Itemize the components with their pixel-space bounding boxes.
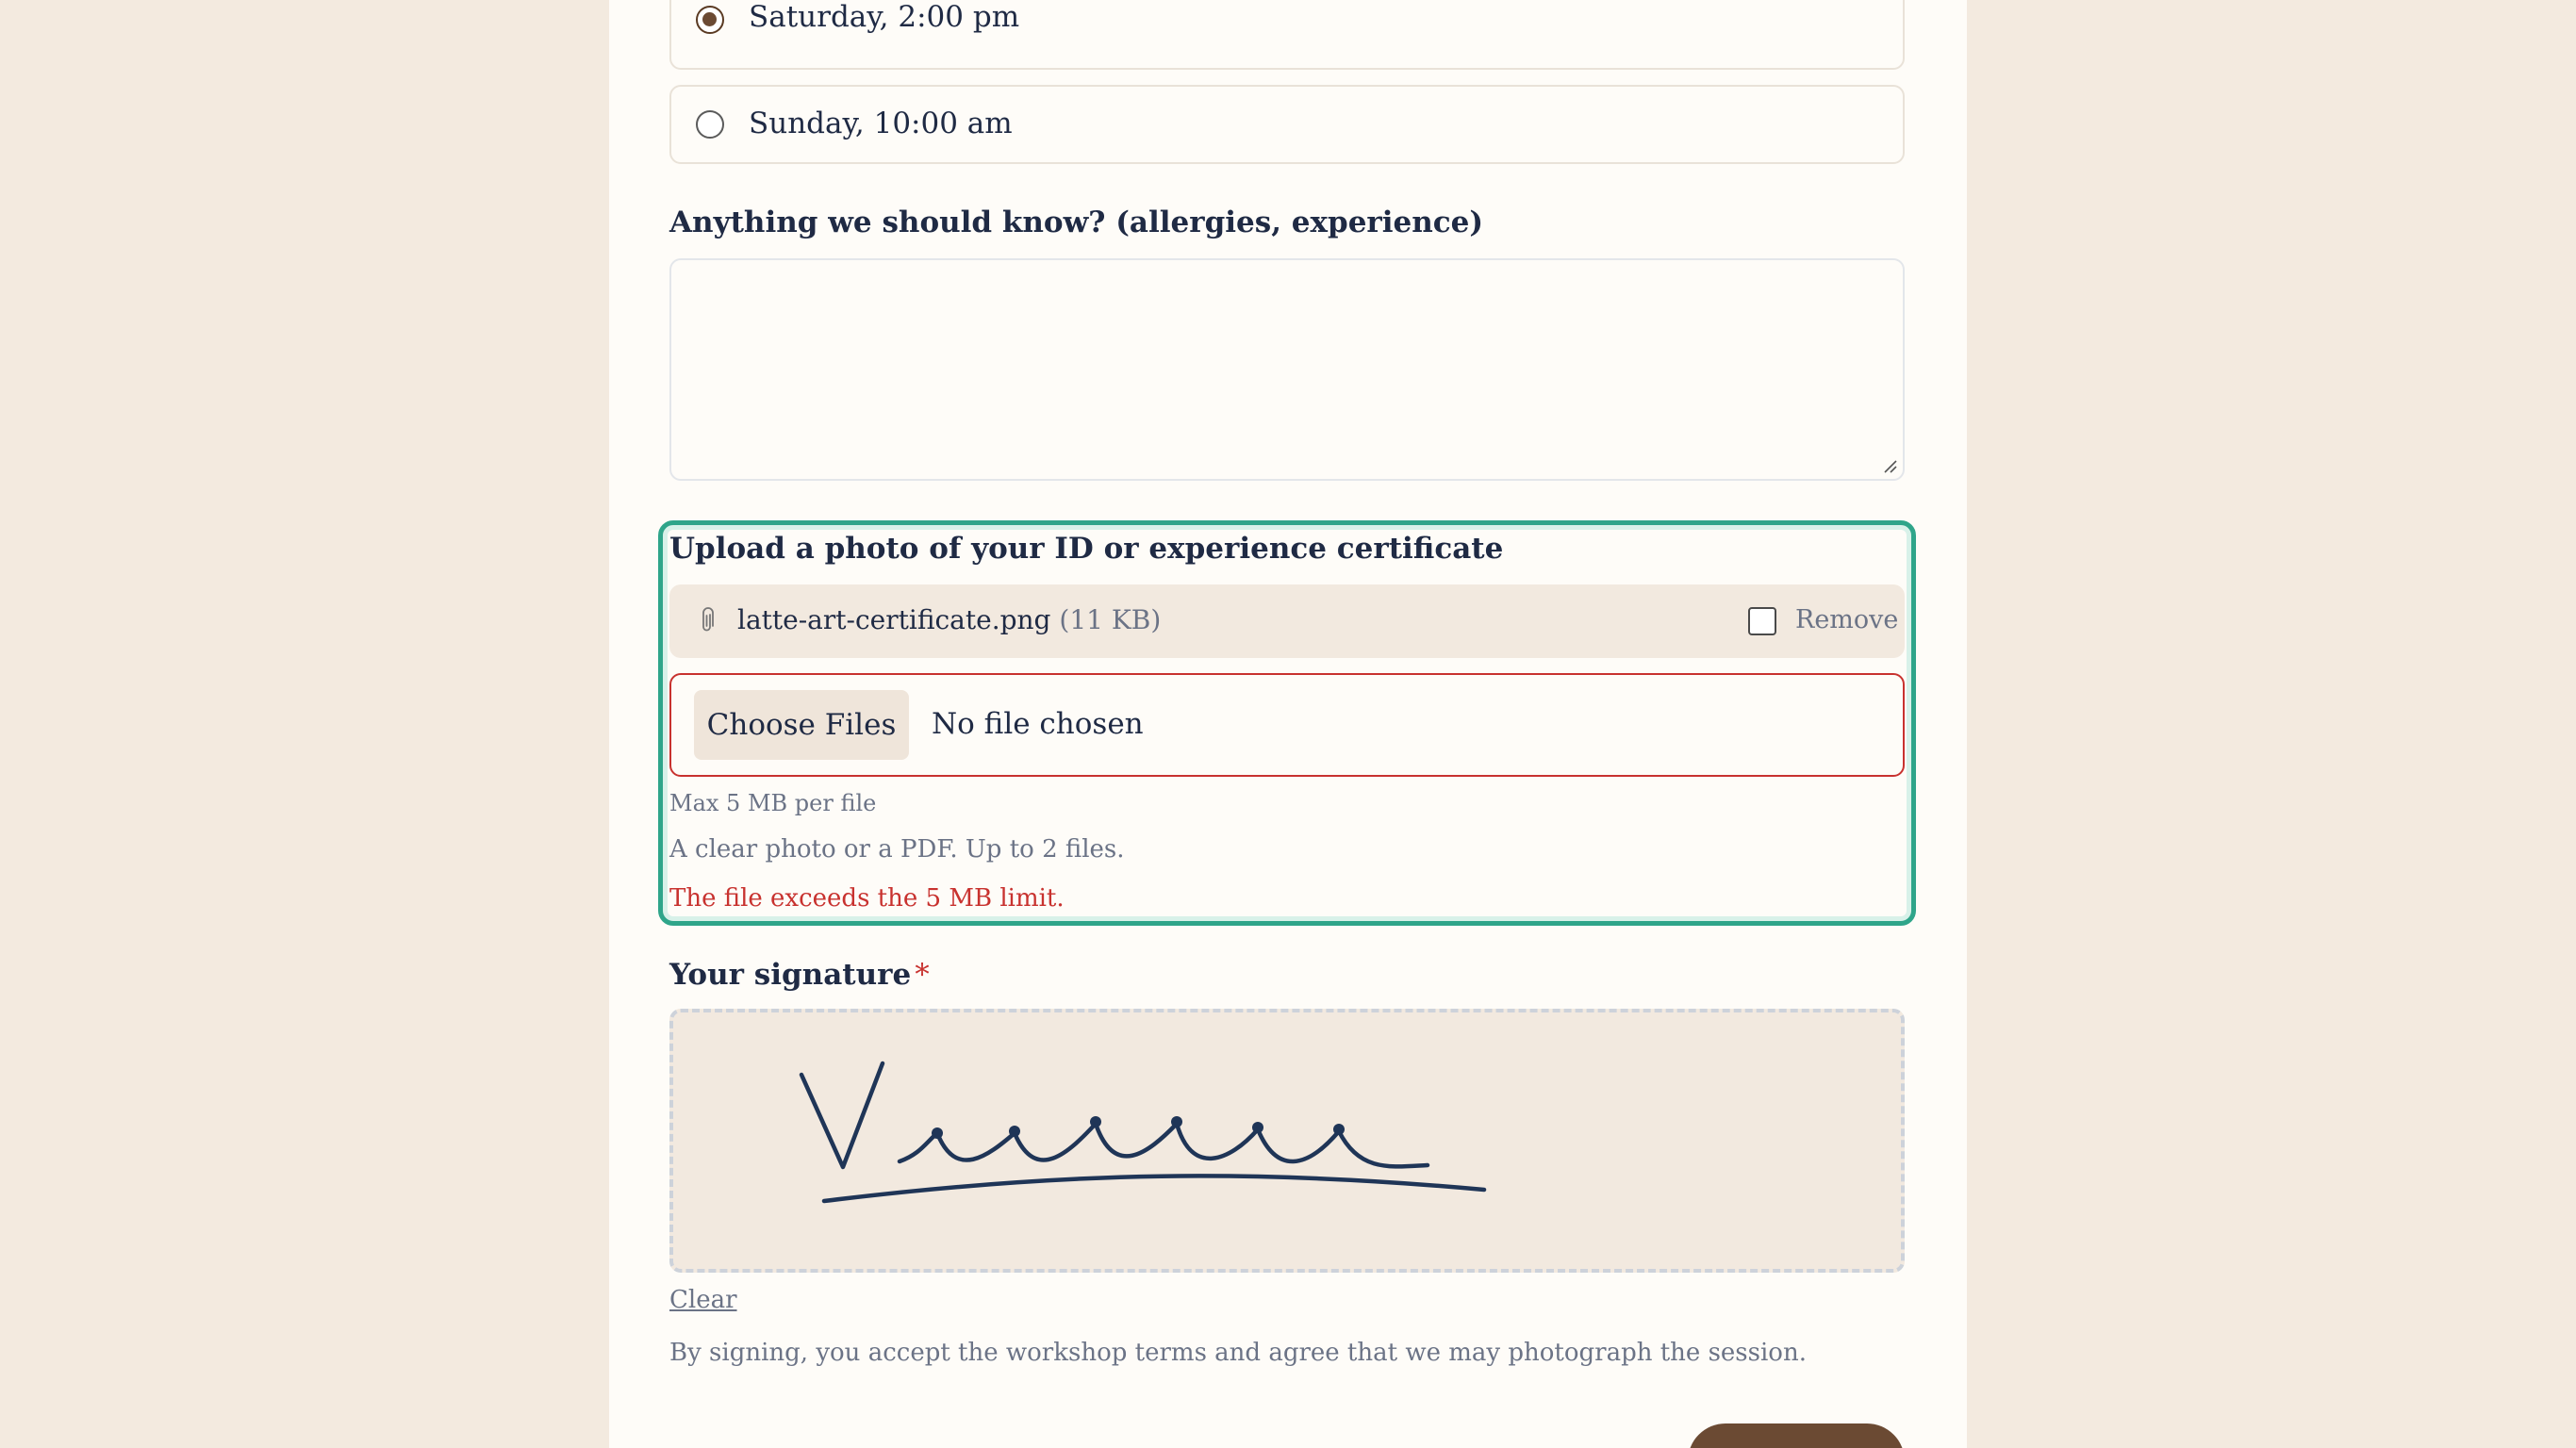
uploaded-file-row	[669, 584, 1905, 658]
signature-label-text: Your signature	[669, 958, 912, 992]
file-size: (11 KB)	[1059, 604, 1162, 635]
clear-signature-link[interactable]: Clear	[669, 1286, 737, 1314]
signature-drawing	[673, 1012, 1901, 1269]
file-input[interactable]	[669, 673, 1905, 777]
radio-button-selected[interactable]	[696, 6, 724, 34]
radio-option-sunday[interactable]	[669, 85, 1905, 164]
upload-label: Upload a photo of your ID or experience certificate	[669, 532, 1504, 566]
signature-terms-text: By signing, you accept the workshop terms and agree that we may photograph the session.	[669, 1339, 1807, 1367]
required-asterisk: *	[915, 958, 930, 992]
upload-hint: A clear photo or a PDF. Up to 2 files.	[669, 835, 1125, 864]
file-status-text: No file chosen	[932, 707, 1144, 741]
file-size-limit-hint: Max 5 MB per file	[669, 790, 877, 816]
notes-label: Anything we should know? (allergies, experience)	[669, 206, 1484, 239]
signature-pad[interactable]	[669, 1009, 1905, 1273]
radio-dot	[702, 12, 717, 26]
choose-files-button[interactable]: Choose Files	[694, 690, 909, 760]
file-name-text: latte-art-certificate.png	[737, 604, 1051, 635]
submit-button[interactable]	[1688, 1423, 1905, 1448]
registration-card	[609, 0, 1967, 1448]
radio-option-saturday[interactable]	[669, 0, 1905, 70]
notes-textarea[interactable]	[669, 258, 1905, 481]
radio-button[interactable]	[696, 110, 724, 139]
paperclip-icon	[698, 606, 717, 636]
upload-error-message: The file exceeds the 5 MB limit.	[669, 884, 1065, 913]
radio-label: Saturday, 2:00 pm	[749, 0, 1020, 34]
remove-checkbox[interactable]	[1748, 607, 1776, 635]
file-name	[737, 604, 1161, 635]
signature-label	[669, 958, 930, 992]
resize-grip-icon[interactable]	[1882, 458, 1897, 473]
radio-label: Sunday, 10:00 am	[749, 107, 1013, 140]
remove-label[interactable]: Remove	[1795, 605, 1899, 634]
